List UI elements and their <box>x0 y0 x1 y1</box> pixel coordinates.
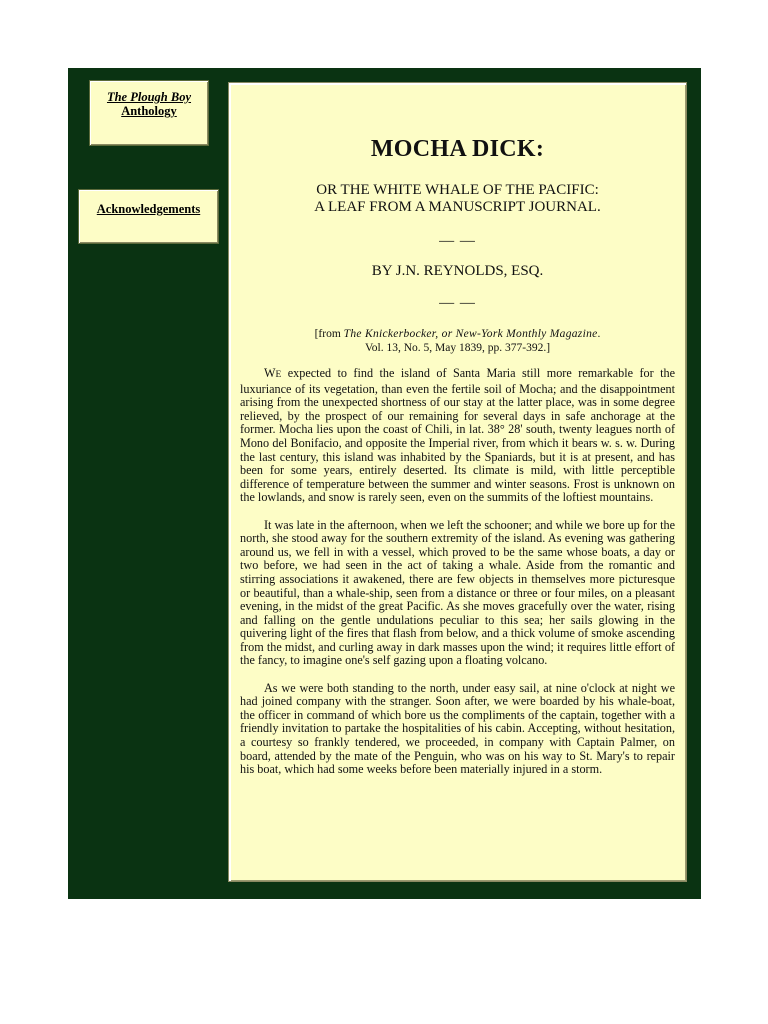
subtitle-line2: A LEAF FROM A MANUSCRIPT JOURNAL. <box>314 199 601 215</box>
paragraph: As we were both standing to the north, under easy sail, at nine o'clock at night we had joined company with the stranger. Soon after, we were boarded by his whale-boat, the officer in command of which bore us the compliments of the captain, together with a friendly invitation to partake the hospitalities of his cabin. Accepting, without hesitation, a courtesy so frankly tendered, we proceeded, in company with Captain Palmer, on board, attended by the mate of the Penguin, who was on his way to St. Mary's to repair his boat, which had some weeks before been materially injured in a storm. <box>240 680 675 777</box>
article-panel <box>228 82 687 882</box>
source-citation: [from The Knickerbocker, or New-York Monthly Magazine. Vol. 13, No. 5, May 1839, pp. 377-392.] <box>240 327 675 355</box>
paragraph: It was late in the afternoon, when we left the schooner; and while we bore up for the north, she stood away for the southern extremity of the island. As evening was gathering around us, we fell in with a vessel, which proved to be the same whose boats, a day or two before, we had seen in the act of taking a whale. Aside from the romantic and stirring associations it awakened, there are few objects in themselves more picturesque or beautiful, than a whale-ship, seen from a distance or three or four miles, on a pleasant evening, in the midst of the great Pacific. As she moves gracefully over the water, rising and falling on the gentle undulations peculiar to this sea; her sails glowing in the quivering light of the fires that flash from below, and a thick volume of smoke ascending from the midst, and curling away in dark masses upon the wind; it requires little effort of the fancy, to imagine one's self gazing upon a floating volcano. <box>240 517 675 668</box>
article-body <box>240 367 675 790</box>
divider-1: — — <box>439 233 476 249</box>
smallcaps-e: E <box>275 370 282 380</box>
anthology-title-line2[interactable]: Anthology <box>121 104 177 118</box>
source-volume: Vol. 13, No. 5, May 1839, pp. 377-392.] <box>364 342 551 354</box>
subtitle-line1: OR THE WHITE WHALE OF THE PACIFIC: <box>316 182 599 198</box>
acknowledgements-box[interactable] <box>78 189 219 244</box>
source-magazine-title: The Knickerbocker, or New-York Monthly Magazine <box>343 328 598 340</box>
divider-2: — — <box>439 295 476 311</box>
page-frame <box>68 68 701 899</box>
paragraph-1-text: expected to find the island of Santa Maria still more remarkable for the luxuriance of its vegetation, than even the fertile soil of Mocha; and the disappointment arising from the unexpected shortness of our stay at the latter place, was in some degree relieved, by the prospect of our remaining for several days in safe anchorage at the former. Mocha lies upon the coast of Chili, in lat. 38° 28' south, twenty leagues north of Mono del Bonifacio, and opposite the Imperial river, from which it bears w. s. w. During the last century, this island was inhabited by the Spaniards, but it is at present, and has been for some years, entirely deserted. Its climate is mild, with little perceptible difference of temperature between the summer and winter seasons. Frost is unknown on the lowlands, and snow is rarely seen, even on the summits of the loftiest mountains. <box>240 366 675 505</box>
dropcap-w: W <box>264 366 276 380</box>
anthology-title-line1[interactable]: The Plough Boy <box>106 90 192 104</box>
paragraph <box>240 367 675 505</box>
article-subtitle <box>240 182 675 216</box>
article-title: MOCHA DICK: <box>370 136 545 162</box>
byline: BY J.N. REYNOLDS, ESQ. <box>371 263 544 279</box>
source-prefix: [from <box>314 328 344 340</box>
acknowledgements-link[interactable]: Acknowledgements <box>96 202 201 216</box>
anthology-logo-box[interactable] <box>89 80 209 146</box>
